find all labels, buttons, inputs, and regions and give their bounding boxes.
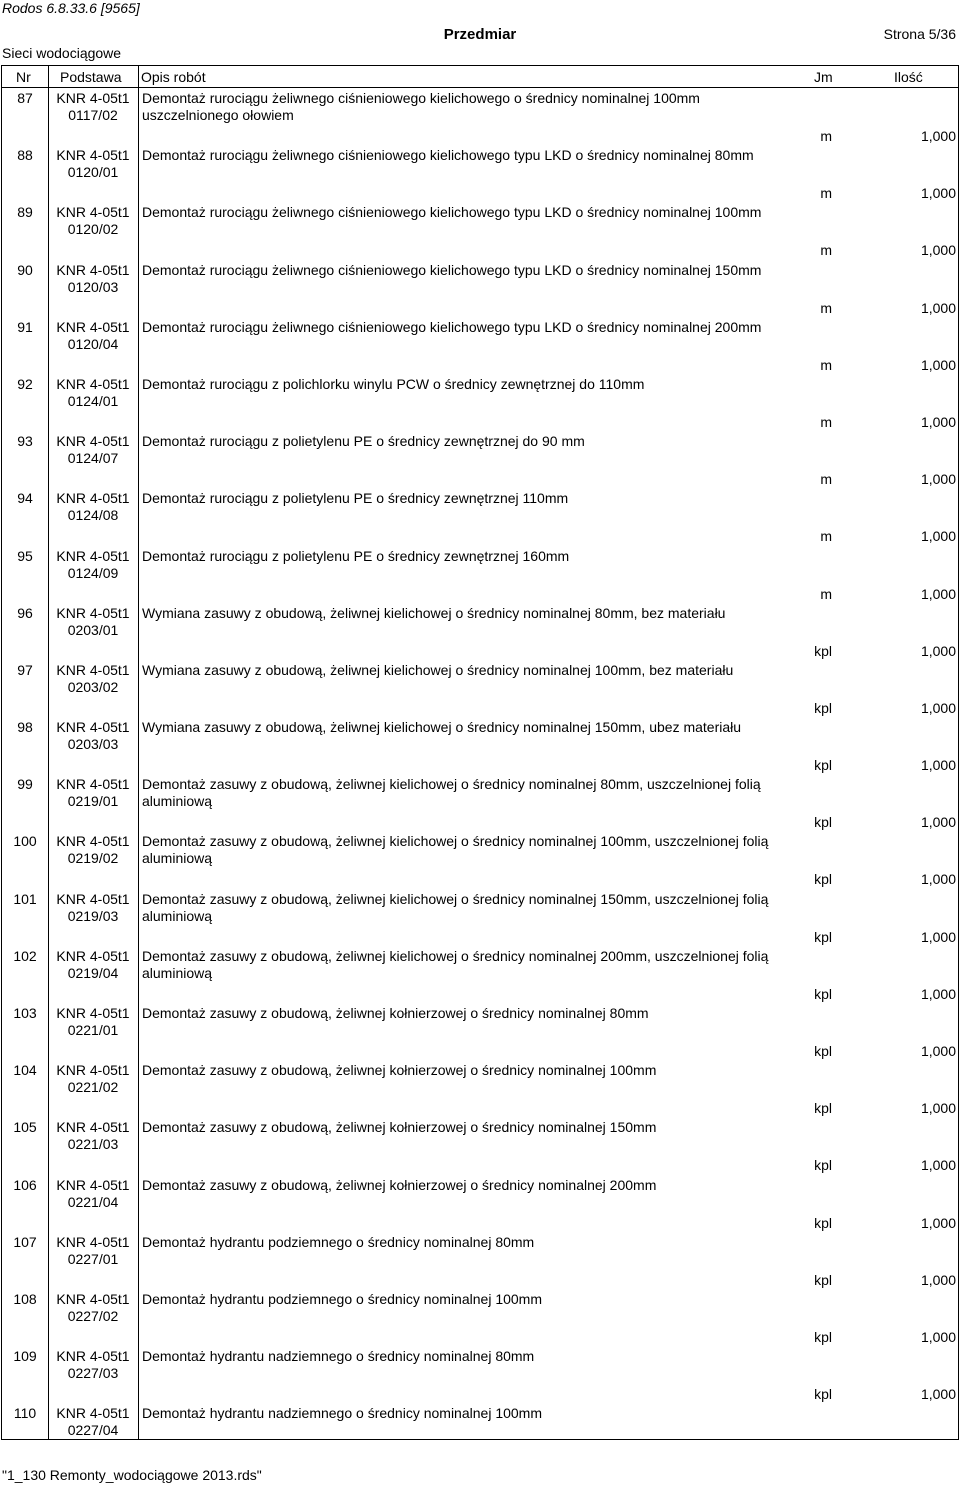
- row-description: Demontaż rurociągu z polietylenu PE o średnicy zewnętrznej 160mm: [142, 547, 570, 564]
- row-nr: 104: [13, 1062, 37, 1079]
- row-basis-catalog: KNR 4-05t1: [56, 1405, 130, 1422]
- table-row: [2, 603, 958, 660]
- table-row: [2, 202, 958, 259]
- row-basis-catalog: KNR 4-05t1: [56, 1062, 130, 1079]
- row-nr: 97: [17, 661, 33, 678]
- row-basis-catalog: KNR 4-05t1: [56, 719, 130, 736]
- row-basis-position: 0219/03: [67, 907, 119, 924]
- row-quantity: 1,000: [920, 471, 956, 488]
- row-basis-position: 0227/03: [67, 1365, 119, 1382]
- row-basis-position: 0124/08: [67, 507, 119, 524]
- row-basis-catalog: KNR 4-05t1: [56, 776, 130, 793]
- row-nr: 109: [13, 1348, 37, 1365]
- row-basis-catalog: KNR 4-05t1: [56, 261, 130, 278]
- row-basis-position: 0117/02: [68, 107, 118, 123]
- row-nr: 93: [17, 433, 33, 450]
- row-description: Demontaż rurociągu z polietylenu PE o średnicy zewnętrznej do 90 mm: [142, 433, 585, 450]
- row-nr: 100: [13, 833, 37, 850]
- row-nr: 110: [13, 1405, 37, 1422]
- document-title: Przedmiar: [443, 26, 517, 43]
- row-basis-position: 0203/03: [67, 736, 119, 753]
- row-nr: 107: [13, 1233, 37, 1250]
- row-description: Demontaż zasuwy z obudową, żeliwnej kołnierzowej o średnicy nominalnej 150mm: [142, 1119, 657, 1136]
- row-quantity: 1,000: [920, 757, 956, 774]
- row-basis: [48, 1348, 138, 1382]
- row-basis-position: 0124/09: [67, 564, 119, 581]
- row-description: Wymiana zasuwy z obudową, żeliwnej kielichowej o średnicy nominalnej 150mm, ubez materiału: [142, 719, 742, 736]
- row-quantity: 1,000: [920, 928, 956, 945]
- row-unit: m: [820, 471, 832, 488]
- row-basis-position: 0219/04: [67, 964, 119, 981]
- row-description: Demontaż hydrantu podziemnego o średnicy nominalnej 80mm: [142, 1233, 535, 1250]
- table-row: [2, 1003, 958, 1060]
- table-row: [2, 317, 958, 374]
- row-quantity: 1,000: [920, 128, 956, 144]
- header-ilosc: Ilość: [894, 69, 923, 85]
- row-description: Demontaż hydrantu nadziemnego o średnicy nominalnej 80mm: [142, 1348, 535, 1365]
- row-basis: [48, 490, 138, 524]
- row-basis-catalog: KNR 4-05t1: [56, 204, 130, 221]
- table-row: [2, 774, 958, 831]
- row-basis-position: 0124/01: [67, 392, 119, 409]
- row-quantity: 1,000: [920, 1157, 956, 1174]
- row-basis: [48, 719, 138, 753]
- row-basis: [48, 833, 138, 867]
- footer-filename: "1_130 Remonty_wodociągowe 2013.rds": [2, 1467, 262, 1483]
- row-description: Demontaż hydrantu podziemnego o średnicy nominalnej 100mm: [142, 1290, 542, 1307]
- row-unit: m: [820, 585, 832, 602]
- row-basis-catalog: KNR 4-05t1: [56, 1290, 130, 1307]
- row-basis: [48, 262, 138, 296]
- row-basis-catalog: KNR 4-05t1: [56, 604, 130, 621]
- row-quantity: 1,000: [920, 1100, 956, 1117]
- row-basis: [48, 1177, 138, 1211]
- row-basis-position: 0120/03: [67, 278, 119, 295]
- row-basis-position: 0227/04: [67, 1422, 119, 1439]
- row-quantity: 1,000: [920, 299, 956, 316]
- row-quantity: 1,000: [920, 356, 956, 373]
- row-nr: 105: [13, 1119, 37, 1136]
- row-basis-position: 0227/02: [67, 1307, 119, 1324]
- row-quantity: 1,000: [920, 1328, 956, 1345]
- row-basis-position: 0221/04: [67, 1193, 119, 1210]
- row-nr: 99: [17, 776, 33, 793]
- row-basis: [48, 1119, 138, 1153]
- row-basis-position: 0227/01: [67, 1250, 119, 1267]
- row-description: Demontaż rurociągu żeliwnego ciśnieniowego kielichowego typu LKD o średnicy nominalnej 200mm: [142, 318, 762, 335]
- table-row: [2, 1060, 958, 1117]
- row-description: Demontaż rurociągu żeliwnego ciśnieniowego kielichowego typu LKD o średnicy nominalnej 80mm: [142, 147, 754, 164]
- bill-of-quantities-table: [1, 65, 959, 1440]
- row-quantity: 1,000: [920, 1214, 956, 1231]
- row-quantity: 1,000: [920, 242, 956, 259]
- row-description: Demontaż zasuwy z obudową, żeliwnej kołnierzowej o średnicy nominalnej 80mm: [142, 1005, 649, 1021]
- row-nr: 103: [13, 1005, 37, 1021]
- row-basis-position: 0219/01: [67, 793, 119, 810]
- row-nr: 87: [17, 90, 33, 106]
- row-basis: [48, 376, 138, 410]
- row-unit: kpl: [814, 1100, 832, 1117]
- app-title: Rodos 6.8.33.6 [9565]: [2, 0, 140, 16]
- row-quantity: 1,000: [920, 985, 956, 1002]
- header-nr: Nr: [16, 69, 31, 85]
- row-quantity: 1,000: [920, 1271, 956, 1288]
- row-basis: [48, 1005, 138, 1039]
- table-body: [2, 88, 958, 1439]
- row-basis-catalog: KNR 4-05t1: [56, 833, 130, 850]
- row-nr: 108: [13, 1290, 37, 1307]
- row-unit: kpl: [814, 871, 832, 888]
- row-basis-catalog: KNR 4-05t1: [56, 1005, 130, 1021]
- row-nr: 92: [17, 375, 33, 392]
- row-basis-position: 0120/04: [67, 335, 119, 352]
- row-unit: m: [820, 528, 832, 545]
- header-opis: Opis robót: [141, 69, 206, 85]
- table-row: [2, 1232, 958, 1289]
- row-unit: m: [820, 242, 832, 259]
- table-row: [2, 946, 958, 1003]
- row-unit: kpl: [814, 757, 832, 774]
- row-unit: m: [820, 413, 832, 430]
- row-nr: 90: [17, 261, 33, 278]
- row-basis-catalog: KNR 4-05t1: [56, 318, 130, 335]
- row-description: Demontaż rurociągu z polietylenu PE o średnicy zewnętrznej 110mm: [142, 490, 569, 507]
- table-row: [2, 717, 958, 774]
- row-basis-position: 0221/01: [67, 1022, 119, 1038]
- row-basis-catalog: KNR 4-05t1: [56, 375, 130, 392]
- table-row: [2, 1346, 958, 1403]
- row-description: Demontaż zasuwy z obudową, żeliwnej kielichowej o średnicy nominalnej 80mm, uszczelnionej folią aluminiową: [142, 776, 761, 810]
- row-unit: kpl: [814, 1386, 832, 1403]
- table-row: [2, 88, 958, 145]
- row-basis-position: 0124/07: [67, 450, 119, 467]
- table-row: [2, 660, 958, 717]
- row-basis-catalog: KNR 4-05t1: [56, 547, 130, 564]
- table-row: [2, 1289, 958, 1346]
- row-nr: 102: [13, 947, 37, 964]
- table-row: [2, 1175, 958, 1232]
- row-nr: 91: [17, 318, 33, 335]
- row-description: Demontaż hydrantu nadziemnego o średnicy nominalnej 100mm: [142, 1405, 542, 1422]
- row-basis: [48, 1405, 138, 1439]
- row-unit: kpl: [814, 699, 832, 716]
- row-basis-position: 0120/02: [67, 221, 119, 238]
- row-nr: 96: [17, 604, 33, 621]
- row-description: Wymiana zasuwy z obudową, żeliwnej kielichowej o średnicy nominalnej 100mm, bez materiału: [142, 661, 734, 678]
- row-unit: m: [820, 128, 832, 144]
- row-quantity: 1,000: [920, 699, 956, 716]
- row-basis-position: 0219/02: [67, 850, 119, 867]
- table-row: [2, 889, 958, 946]
- row-basis: [48, 147, 138, 181]
- row-unit: kpl: [814, 1328, 832, 1345]
- row-unit: kpl: [814, 1271, 832, 1288]
- row-unit: m: [820, 185, 832, 202]
- table-row: [2, 1403, 958, 1460]
- row-description: Demontaż zasuwy z obudową, żeliwnej kołnierzowej o średnicy nominalnej 100mm: [142, 1062, 657, 1079]
- row-basis: [48, 662, 138, 696]
- row-quantity: 1,000: [920, 585, 956, 602]
- row-quantity: 1,000: [920, 1043, 956, 1059]
- table-row: [2, 1117, 958, 1174]
- row-unit: kpl: [814, 1214, 832, 1231]
- row-basis-catalog: KNR 4-05t1: [56, 147, 130, 164]
- row-description: Demontaż rurociągu żeliwnego ciśnieniowego kielichowego typu LKD o średnicy nominalnej 100mm: [142, 204, 762, 221]
- row-nr: 88: [17, 147, 33, 164]
- row-basis: [48, 1234, 138, 1268]
- row-quantity: 1,000: [920, 1386, 956, 1403]
- row-nr: 94: [17, 490, 33, 507]
- row-basis-catalog: KNR 4-05t1: [56, 947, 130, 964]
- row-basis: [48, 891, 138, 925]
- row-description: Demontaż zasuwy z obudową, żeliwnej kielichowej o średnicy nominalnej 150mm, uszczelnionej folią aluminiową: [142, 890, 769, 924]
- row-description: Demontaż zasuwy z obudową, żeliwnej kołnierzowej o średnicy nominalnej 200mm: [142, 1176, 657, 1193]
- row-basis: [48, 319, 138, 353]
- row-quantity: 1,000: [920, 185, 956, 202]
- row-basis-catalog: KNR 4-05t1: [56, 1233, 130, 1250]
- row-basis-catalog: KNR 4-05t1: [56, 890, 130, 907]
- row-basis: [48, 1062, 138, 1096]
- table-row: [2, 260, 958, 317]
- row-unit: m: [820, 356, 832, 373]
- row-basis: [48, 605, 138, 639]
- row-basis-position: 0203/01: [67, 621, 119, 638]
- header-podstawa: Podstawa: [60, 69, 122, 85]
- row-unit: kpl: [814, 985, 832, 1002]
- row-basis-catalog: KNR 4-05t1: [56, 490, 130, 507]
- row-unit: kpl: [814, 1157, 832, 1174]
- row-basis-position: 0203/02: [67, 678, 119, 695]
- row-basis: [48, 1291, 138, 1325]
- row-nr: 98: [17, 719, 33, 736]
- table-header: [2, 66, 958, 88]
- row-description: Demontaż rurociągu z polichlorku winylu PCW o średnicy zewnętrznej do 110mm: [142, 375, 645, 392]
- row-nr: 106: [13, 1176, 37, 1193]
- row-basis-catalog: KNR 4-05t1: [56, 1119, 130, 1136]
- row-quantity: 1,000: [920, 413, 956, 430]
- row-basis: [48, 776, 138, 810]
- row-basis-position: 0221/02: [67, 1079, 119, 1096]
- row-description: Wymiana zasuwy z obudową, żeliwnej kielichowej o średnicy nominalnej 80mm, bez materiału: [142, 604, 726, 621]
- section-title: Sieci wodociągowe: [2, 45, 122, 61]
- table-row: [2, 431, 958, 488]
- row-quantity: 1,000: [920, 528, 956, 545]
- row-basis-catalog: KNR 4-05t1: [56, 661, 130, 678]
- row-basis: [48, 90, 138, 124]
- table-row: [2, 374, 958, 431]
- row-nr: 89: [17, 204, 33, 221]
- row-quantity: 1,000: [920, 871, 956, 888]
- row-basis: [48, 204, 138, 238]
- row-description: Demontaż rurociągu żeliwnego ciśnieniowego kielichowego typu LKD o średnicy nominalnej 150mm: [142, 261, 762, 278]
- row-basis: [48, 948, 138, 982]
- row-basis-catalog: KNR 4-05t1: [56, 433, 130, 450]
- row-nr: 101: [13, 890, 37, 907]
- row-unit: kpl: [814, 1043, 832, 1059]
- row-basis: [48, 548, 138, 582]
- row-description: Demontaż rurociągu żeliwnego ciśnieniowego kielichowego o średnicy nominalnej 100mm uszczelnionego ołowiem: [142, 90, 700, 123]
- row-quantity: 1,000: [920, 642, 956, 659]
- row-basis-position: 0120/01: [67, 164, 119, 181]
- row-description: Demontaż zasuwy z obudową, żeliwnej kielichowej o średnicy nominalnej 200mm, uszczelnionej folią aluminiową: [142, 947, 769, 981]
- row-unit: kpl: [814, 642, 832, 659]
- row-nr: 95: [17, 547, 33, 564]
- row-basis: [48, 433, 138, 467]
- table-row: [2, 831, 958, 888]
- row-quantity: 1,000: [920, 814, 956, 831]
- row-unit: kpl: [814, 928, 832, 945]
- row-basis-position: 0221/03: [67, 1136, 119, 1153]
- page-number: Strona 5/36: [883, 26, 956, 42]
- table-row: [2, 145, 958, 202]
- row-description: Demontaż zasuwy z obudową, żeliwnej kielichowej o średnicy nominalnej 100mm, uszczelnionej folią aluminiową: [142, 833, 769, 867]
- table-row: [2, 488, 958, 545]
- row-basis-catalog: KNR 4-05t1: [56, 90, 130, 106]
- row-basis-catalog: KNR 4-05t1: [56, 1348, 130, 1365]
- row-basis-catalog: KNR 4-05t1: [56, 1176, 130, 1193]
- header-jm: Jm: [814, 69, 833, 85]
- row-unit: m: [820, 299, 832, 316]
- table-row: [2, 546, 958, 603]
- row-unit: kpl: [814, 814, 832, 831]
